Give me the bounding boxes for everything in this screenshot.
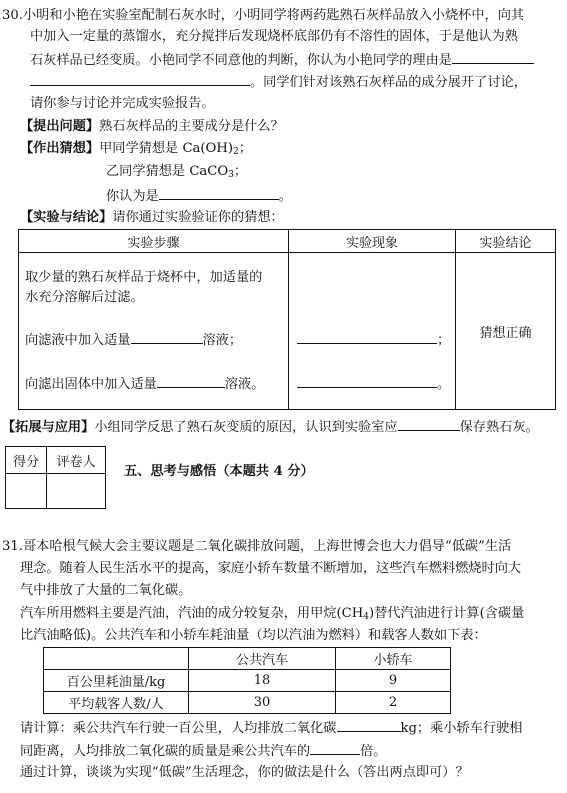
q30-line4-wrap <box>30 72 527 92</box>
hypothesis-label: 【作出猜想】 <box>20 141 100 156</box>
bus-value: 30 <box>189 692 336 714</box>
calc1b: kg；乘小轿车行驶相 <box>400 721 523 736</box>
extend-row <box>2 417 539 437</box>
hyp-jia-sub: 2 <box>233 147 239 157</box>
col-header-conclusion: 实验结论 <box>456 230 556 253</box>
calc2b: 倍。 <box>360 744 387 759</box>
calc1a: 请计算：乘公共汽车行驶一百公里，人均排放二氧化碳 <box>20 721 337 736</box>
extend-text: 小组同学反思了熟石灰变质的原因，认识到实验室应 <box>94 420 398 435</box>
extend-end: 保存熟石灰。 <box>459 420 539 435</box>
question-label: 【提出问题】 <box>20 119 100 134</box>
steps-cell <box>19 253 289 410</box>
fuel-header-bus: 公共汽车 <box>189 648 336 670</box>
score-value-cell[interactable] <box>6 474 47 509</box>
fuel-header-car: 小轿车 <box>336 648 451 670</box>
col-header-steps: 实验步骤 <box>19 230 289 253</box>
q31-line4-sub: 4 <box>363 612 369 622</box>
phenomenon-sep2: 。 <box>437 377 451 392</box>
hyp-jia-end: ； <box>238 141 252 156</box>
q30-line1: 30.小明和小艳在实验室配制石灰水时，小明同学将两药匙熟石灰样品放入小烧杯中，向其 <box>2 8 525 23</box>
q31-line2: 理念。随着人民生活水平的提高，家庭小轿车数量不断增加，这些汽车燃料燃烧时向大 <box>20 561 522 576</box>
hyp-yi: 乙同学猜想是 CaCO <box>106 164 229 179</box>
q31-line4b: )替代汽油进行计算(含碳量 <box>368 606 525 621</box>
phenomenon-blank-1[interactable] <box>297 330 437 344</box>
grader-label: 评卷人 <box>47 447 106 474</box>
phenomenon-blank-2[interactable] <box>297 374 437 388</box>
hyp-you-row <box>106 186 292 206</box>
col-header-phenomenon: 实验现象 <box>289 230 456 253</box>
experiment-table <box>18 229 556 410</box>
q30-line5: 请你参与讨论并完成实验报告。 <box>30 96 215 111</box>
phenomenon-row1 <box>297 330 450 350</box>
section5-title: 五、思考与感悟（本题共 4 分） <box>124 464 314 479</box>
exp-text: 请你通过实验验证你的猜想： <box>112 210 284 225</box>
q30-line4: 。同学们针对该熟石灰样品的成分展开了讨论， <box>250 75 527 90</box>
hypothesis-row <box>20 140 252 161</box>
score-box <box>5 446 106 509</box>
final-question: 通过计算，谈谈为实现“低碳”生活理念，你的做法是什么（答出两点即可）？ <box>20 765 469 780</box>
hyp-you: 你认为是 <box>106 189 159 204</box>
hyp-you-end: 。 <box>278 189 292 204</box>
q31-line1: 31.哥本哈根气候大会主要议题是二氧化碳排放问题，上海世博会也大力倡导“低碳”生活 <box>2 539 512 554</box>
step2: 向滤液中加入适量 <box>25 333 131 348</box>
table-row <box>44 670 451 692</box>
table-row <box>44 692 451 714</box>
exp-label: 【实验与结论】 <box>20 210 113 225</box>
calc2-row <box>20 741 387 761</box>
ratio-blank[interactable] <box>310 741 360 755</box>
q31-line5: 比汽油略低)。公共汽车和小轿车耗油量（均以汽油为燃料）和载客人数如下表： <box>20 628 487 643</box>
q31-line3: 气中排放了大量的二氧化碳。 <box>20 583 192 598</box>
step3-end: 溶液。 <box>224 377 265 392</box>
step3-row <box>25 374 264 394</box>
car-value: 2 <box>336 692 451 714</box>
calc1-row <box>20 718 522 738</box>
row-label: 百公里耗油量/kg <box>44 670 189 692</box>
exp-row <box>20 209 284 227</box>
storage-blank[interactable] <box>398 417 460 431</box>
phenomenon-cell <box>289 253 456 410</box>
grader-value-cell[interactable] <box>47 474 106 509</box>
q31-line4a: 汽车所用燃料主要是汽油，汽油的成分较复杂，用甲烷(CH <box>20 606 364 621</box>
bus-co2-blank[interactable] <box>337 718 401 732</box>
score-label: 得分 <box>6 447 47 474</box>
q31-line4-row <box>20 605 524 626</box>
reason-blank-2[interactable] <box>30 72 250 86</box>
phenomenon-row2 <box>297 374 450 394</box>
conclusion-cell: 猜想正确 <box>456 253 556 410</box>
step3: 向滤出固体中加入适量 <box>25 377 157 392</box>
extend-label: 【拓展与应用】 <box>2 420 95 435</box>
question-row <box>20 118 284 136</box>
filtrate-reagent-blank[interactable] <box>131 330 203 344</box>
hypothesis-blank[interactable] <box>159 186 279 200</box>
q30-line2: 中加入一定量的蒸馏水，充分搅拌后发现烧杯底部仍有不溶性的固体，于是他认为熟 <box>30 29 518 44</box>
reason-blank-1[interactable] <box>452 50 534 64</box>
fuel-table <box>43 647 451 714</box>
step2-end: 溶液； <box>202 333 243 348</box>
step1a: 取少量的熟石灰样品于烧杯中，加适量的 <box>25 270 263 285</box>
car-value: 9 <box>336 670 451 692</box>
calc2a: 同距离，人均排放二氧化碳的质量是乘公共汽车的 <box>20 744 311 759</box>
step1b: 水充分溶解后过滤。 <box>25 290 144 305</box>
q30-line3: 石灰样品已经变质。小艳同学不同意他的判断，你认为小艳同学的理由是 <box>30 53 452 68</box>
hyp-yi-end: ； <box>233 164 248 179</box>
phenomenon-sep1: ； <box>437 333 451 348</box>
step2-row <box>25 330 242 350</box>
q30-line3-wrap <box>30 50 534 70</box>
solid-reagent-blank[interactable] <box>157 374 225 388</box>
fuel-header-blank <box>44 648 189 670</box>
hyp-jia: 甲同学猜想是 Ca(OH) <box>99 141 233 156</box>
row-label: 平均载客人数/人 <box>44 692 189 714</box>
question-text: 熟石灰样品的主要成分是什么？ <box>99 119 284 134</box>
hyp-yi-row <box>106 163 247 184</box>
hyp-yi-sub: 3 <box>228 170 234 180</box>
bus-value: 18 <box>189 670 336 692</box>
